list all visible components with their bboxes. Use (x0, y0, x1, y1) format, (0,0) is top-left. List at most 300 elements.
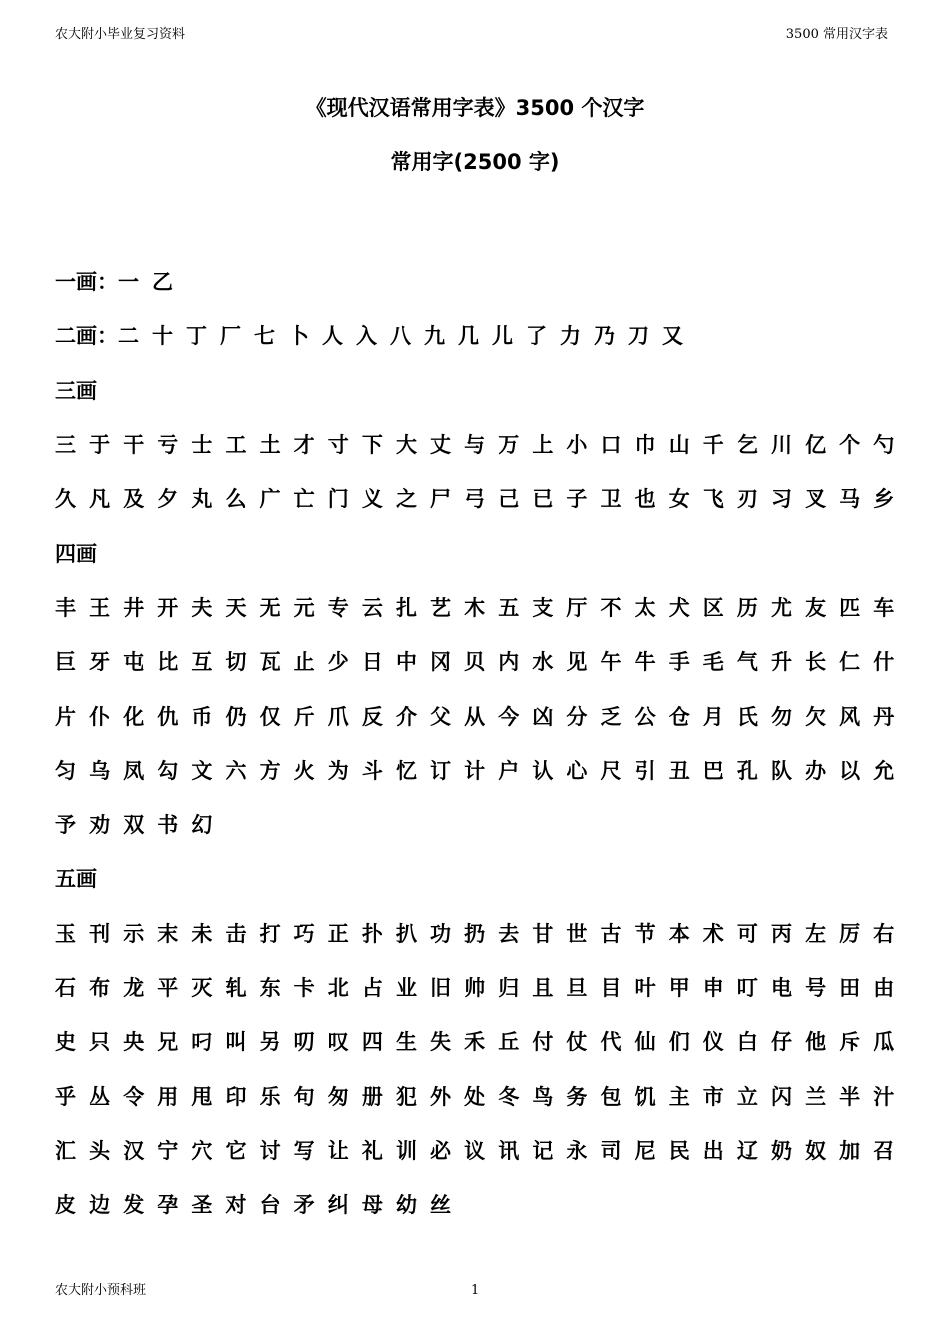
character: 轧 (225, 976, 247, 1000)
character: 子 (566, 487, 588, 512)
character: 印 (225, 1084, 247, 1109)
character: 汇 (55, 1138, 76, 1163)
character: 叉 (805, 487, 827, 512)
character: 计 (464, 758, 486, 783)
character: 兰 (805, 1084, 827, 1109)
character: 小 (566, 433, 588, 458)
character: 亿 (805, 433, 827, 458)
character: 申 (702, 976, 724, 1000)
character: 万 (498, 433, 520, 458)
stroke-section-row (55, 308, 915, 362)
character: 发 (123, 1193, 145, 1218)
character: 付 (532, 1030, 554, 1055)
character: 仙 (634, 1030, 656, 1055)
character: 中 (395, 650, 417, 675)
character: 去 (498, 921, 520, 946)
character: 由 (873, 976, 895, 1000)
character: 比 (157, 650, 179, 675)
character: 乎 (55, 1084, 76, 1109)
character: 它 (225, 1138, 247, 1163)
page-number: 1 (471, 1283, 480, 1298)
character: 术 (702, 921, 724, 946)
character: 仓 (668, 704, 690, 729)
character: 以 (839, 758, 861, 783)
character: 毛 (702, 650, 724, 675)
character: 山 (668, 433, 690, 458)
character: 古 (600, 921, 622, 946)
character: 议 (464, 1138, 486, 1163)
character: 且 (532, 976, 554, 1000)
character: 叮 (736, 976, 758, 1000)
character: 皮 (55, 1193, 76, 1218)
character: 认 (532, 758, 554, 783)
character: 瓜 (873, 1030, 895, 1055)
character-row (55, 417, 915, 471)
character: 勾 (157, 758, 179, 783)
character-row (118, 320, 696, 350)
character: 升 (770, 650, 792, 675)
character: 氏 (736, 704, 758, 729)
character: 司 (600, 1138, 622, 1163)
character: 主 (668, 1084, 690, 1109)
character: 允 (873, 758, 895, 783)
character: 辽 (736, 1138, 758, 1163)
character: 户 (498, 758, 520, 783)
character: 未 (191, 921, 213, 946)
character: 尼 (634, 1138, 656, 1163)
character: 七 (254, 324, 275, 349)
character: 欠 (805, 704, 827, 729)
character: 汉 (123, 1138, 145, 1163)
character: 亡 (293, 487, 315, 512)
character: 奴 (805, 1138, 827, 1163)
character: 十 (152, 324, 173, 349)
character-row (55, 634, 915, 688)
character: 个 (839, 433, 861, 458)
character: 号 (805, 976, 827, 1000)
character: 几 (458, 324, 479, 349)
character: 日 (361, 650, 383, 675)
character: 节 (634, 921, 656, 946)
character: 瓦 (259, 650, 281, 675)
character: 气 (736, 650, 758, 675)
document-title: 《现代汉语常用字表》3500 个汉字 (305, 96, 645, 120)
character: 厉 (839, 921, 861, 946)
character: 月 (702, 704, 724, 729)
character: 幻 (191, 813, 213, 838)
character: 巾 (634, 433, 656, 458)
character: 友 (805, 595, 827, 620)
character-row (55, 960, 915, 1014)
character: 午 (600, 650, 622, 675)
character: 丑 (668, 758, 690, 783)
character: 仪 (702, 1030, 724, 1055)
character: 一 (118, 270, 139, 295)
character: 九 (424, 324, 445, 349)
stroke-section-heading: 三画 (55, 378, 97, 403)
character: 犬 (668, 595, 690, 620)
character: 牙 (89, 650, 111, 675)
character: 宁 (157, 1138, 179, 1163)
character: 禾 (464, 1030, 486, 1055)
stroke-section-heading: 一画： (55, 270, 118, 295)
character: 出 (702, 1138, 724, 1163)
character: 叨 (293, 1030, 315, 1055)
character: 火 (293, 758, 315, 783)
character: 贝 (464, 650, 486, 675)
character: 乡 (873, 487, 895, 512)
header-right-text: 3500 常用汉字表 (785, 27, 888, 42)
character: 广 (259, 487, 281, 512)
character: 长 (805, 650, 827, 675)
character: 乃 (594, 324, 615, 349)
character: 夫 (191, 595, 213, 620)
character: 纠 (327, 1193, 349, 1218)
character: 丰 (55, 595, 76, 620)
character: 力 (560, 324, 581, 349)
character: 云 (361, 595, 383, 620)
character: 卡 (293, 976, 315, 1000)
character: 马 (839, 487, 861, 512)
character: 仁 (839, 650, 861, 675)
character: 厅 (566, 595, 588, 620)
character: 义 (361, 487, 383, 512)
character: 牛 (634, 650, 656, 675)
character: 示 (123, 921, 145, 946)
character: 旧 (430, 976, 452, 1000)
character: 兄 (157, 1030, 179, 1055)
character: 丝 (430, 1193, 452, 1218)
character: 又 (662, 324, 683, 349)
character: 内 (498, 650, 520, 675)
character: 与 (464, 433, 486, 458)
character: 本 (668, 921, 690, 946)
character: 外 (430, 1084, 452, 1109)
character: 入 (356, 324, 377, 349)
character: 史 (55, 1030, 76, 1055)
character: 幼 (395, 1193, 417, 1218)
character: 木 (464, 595, 486, 620)
character: 五 (498, 595, 520, 620)
character: 召 (873, 1138, 895, 1163)
character: 川 (770, 433, 792, 458)
character: 刊 (89, 921, 111, 946)
character: 册 (361, 1084, 383, 1109)
character: 历 (736, 595, 758, 620)
character: 饥 (634, 1084, 656, 1109)
character: 用 (157, 1084, 179, 1109)
character: 甩 (191, 1084, 213, 1109)
character: 斗 (361, 758, 383, 783)
character: 只 (89, 1030, 111, 1055)
character: 平 (157, 976, 179, 1000)
character: 击 (225, 921, 247, 946)
character: 儿 (492, 324, 513, 349)
character: 市 (702, 1084, 724, 1109)
character: 币 (191, 704, 213, 729)
character: 功 (430, 921, 452, 946)
character: 礼 (361, 1138, 383, 1163)
character: 汁 (873, 1084, 895, 1109)
character: 匹 (839, 595, 861, 620)
character: 失 (430, 1030, 452, 1055)
character: 末 (157, 921, 179, 946)
character: 闪 (770, 1084, 792, 1109)
character: 讯 (498, 1138, 520, 1163)
character: 什 (873, 650, 895, 675)
character: 扑 (361, 921, 383, 946)
character: 电 (770, 976, 792, 1000)
character: 打 (259, 921, 281, 946)
character: 央 (123, 1030, 145, 1055)
character: 务 (566, 1084, 588, 1109)
character: 支 (532, 595, 554, 620)
character: 仗 (566, 1030, 588, 1055)
character: 爪 (327, 704, 349, 729)
character: 刃 (736, 487, 758, 512)
stroke-section-row (55, 254, 915, 308)
character: 卫 (600, 487, 622, 512)
character: 另 (259, 1030, 281, 1055)
character: 句 (293, 1084, 315, 1109)
character: 灭 (191, 976, 213, 1000)
character: 圣 (191, 1193, 213, 1218)
character: 凶 (532, 704, 554, 729)
character: 门 (327, 487, 349, 512)
character: 己 (498, 487, 520, 512)
character: 今 (498, 704, 520, 729)
stroke-section-heading: 四画 (55, 541, 97, 566)
character-row (55, 580, 915, 634)
character: 尤 (770, 595, 792, 620)
character: 甘 (532, 921, 554, 946)
character: 水 (532, 650, 554, 675)
character: 刀 (628, 324, 649, 349)
character: 亏 (157, 433, 179, 458)
character: 尸 (430, 487, 452, 512)
character: 巨 (55, 650, 76, 675)
character: 女 (668, 487, 690, 512)
character: 及 (123, 487, 145, 512)
character: 于 (89, 433, 111, 458)
character-row (55, 1177, 915, 1231)
character: 扎 (395, 595, 417, 620)
character: 叫 (225, 1030, 247, 1055)
character: 奶 (770, 1138, 792, 1163)
character: 讨 (259, 1138, 281, 1163)
character: 专 (327, 595, 349, 620)
character: 切 (225, 650, 247, 675)
character: 反 (361, 704, 383, 729)
character: 半 (839, 1084, 861, 1109)
character-row (55, 1068, 915, 1122)
character: 乞 (736, 433, 758, 458)
character: 久 (55, 487, 76, 512)
character: 们 (668, 1030, 690, 1055)
character: 士 (191, 433, 213, 458)
character: 包 (600, 1084, 622, 1109)
character: 忆 (395, 758, 417, 783)
footer-left-text: 农大附小预科班 (55, 1283, 147, 1298)
character: 头 (89, 1138, 111, 1163)
character: 叼 (191, 1030, 213, 1055)
character: 父 (430, 704, 452, 729)
character: 乏 (600, 704, 622, 729)
character: 丘 (498, 1030, 520, 1055)
character: 冈 (430, 650, 452, 675)
character: 东 (259, 976, 281, 1000)
character-row (55, 1014, 915, 1068)
character: 扒 (395, 921, 417, 946)
character: 勿 (770, 704, 792, 729)
character: 队 (770, 758, 792, 783)
character: 右 (873, 921, 895, 946)
character: 书 (157, 813, 179, 838)
character: 加 (839, 1138, 861, 1163)
character: 订 (430, 758, 452, 783)
character: 代 (600, 1030, 622, 1055)
character: 孕 (157, 1193, 179, 1218)
character: 丙 (770, 921, 792, 946)
character: 训 (395, 1138, 417, 1163)
character: 心 (566, 758, 588, 783)
character: 工 (225, 433, 247, 458)
character: 丁 (186, 324, 207, 349)
character: 写 (293, 1138, 315, 1163)
character: 目 (600, 976, 622, 1000)
character: 弓 (464, 487, 486, 512)
character: 六 (225, 758, 247, 783)
character: 让 (327, 1138, 349, 1163)
character: 介 (395, 704, 417, 729)
character: 龙 (123, 976, 145, 1000)
character: 手 (668, 650, 690, 675)
character: 么 (225, 487, 247, 512)
character: 穴 (191, 1138, 213, 1163)
character: 归 (498, 976, 520, 1000)
character: 为 (327, 758, 349, 783)
character: 井 (123, 595, 145, 620)
character: 车 (873, 595, 895, 620)
character: 仆 (89, 704, 111, 729)
character: 乙 (152, 270, 173, 295)
character: 边 (89, 1193, 111, 1218)
character: 丈 (430, 433, 452, 458)
character: 口 (600, 433, 622, 458)
character: 丛 (89, 1084, 111, 1109)
character: 叹 (327, 1030, 349, 1055)
header-left-text: 农大附小毕业复习资料 (55, 27, 186, 42)
character: 对 (225, 1193, 247, 1218)
character: 见 (566, 650, 588, 675)
character: 令 (123, 1084, 145, 1109)
character: 办 (805, 758, 827, 783)
character: 厂 (220, 324, 241, 349)
character: 永 (566, 1138, 588, 1163)
character: 予 (55, 813, 76, 838)
character: 巧 (293, 921, 315, 946)
character: 人 (322, 324, 343, 349)
character: 从 (464, 704, 486, 729)
character: 记 (532, 1138, 554, 1163)
character: 台 (259, 1193, 281, 1218)
character: 孔 (736, 758, 758, 783)
character: 丸 (191, 487, 213, 512)
character: 片 (55, 704, 76, 729)
character: 分 (566, 704, 588, 729)
character: 巴 (702, 758, 724, 783)
character: 太 (634, 595, 656, 620)
character: 扔 (464, 921, 486, 946)
character: 旦 (566, 976, 588, 1000)
character: 矛 (293, 1193, 315, 1218)
character: 处 (464, 1084, 486, 1109)
character: 习 (770, 487, 792, 512)
character: 匆 (327, 1084, 349, 1109)
character: 叶 (634, 976, 656, 1000)
character: 必 (430, 1138, 452, 1163)
character: 公 (634, 704, 656, 729)
stroke-section-heading: 二画： (55, 324, 118, 349)
character: 立 (736, 1084, 758, 1109)
character: 勺 (873, 433, 895, 458)
character: 冬 (498, 1084, 520, 1109)
character: 三 (55, 433, 76, 458)
character-row (55, 743, 915, 797)
character: 白 (736, 1030, 758, 1055)
character: 四 (361, 1030, 383, 1055)
character: 少 (327, 650, 349, 675)
character: 不 (600, 595, 622, 620)
character: 天 (225, 595, 247, 620)
character: 犯 (395, 1084, 417, 1109)
character-row (55, 1123, 915, 1177)
document-subtitle: 常用字(2500 字) (390, 150, 560, 174)
character: 干 (123, 433, 145, 458)
character: 文 (191, 758, 213, 783)
character: 劝 (89, 813, 111, 838)
character: 止 (293, 650, 315, 675)
character: 生 (395, 1030, 417, 1055)
character: 引 (634, 758, 656, 783)
character: 了 (526, 324, 547, 349)
character: 八 (390, 324, 411, 349)
character: 土 (259, 433, 281, 458)
character: 风 (839, 704, 861, 729)
character: 田 (839, 976, 861, 1000)
character: 母 (361, 1193, 383, 1218)
character: 丹 (873, 704, 895, 729)
character: 匀 (55, 758, 76, 783)
character: 鸟 (532, 1084, 554, 1109)
character: 他 (805, 1030, 827, 1055)
character: 夕 (157, 487, 179, 512)
character-row (118, 266, 186, 296)
character: 凤 (123, 758, 145, 783)
character: 元 (293, 595, 315, 620)
character: 之 (395, 487, 417, 512)
character: 已 (532, 487, 554, 512)
character: 区 (702, 595, 724, 620)
character: 无 (259, 595, 281, 620)
character-list (55, 254, 915, 1231)
character: 屯 (123, 650, 145, 675)
character: 也 (634, 487, 656, 512)
character: 卜 (288, 324, 309, 349)
character: 世 (566, 921, 588, 946)
character: 业 (395, 976, 417, 1000)
stroke-section-heading: 五画 (55, 867, 97, 892)
